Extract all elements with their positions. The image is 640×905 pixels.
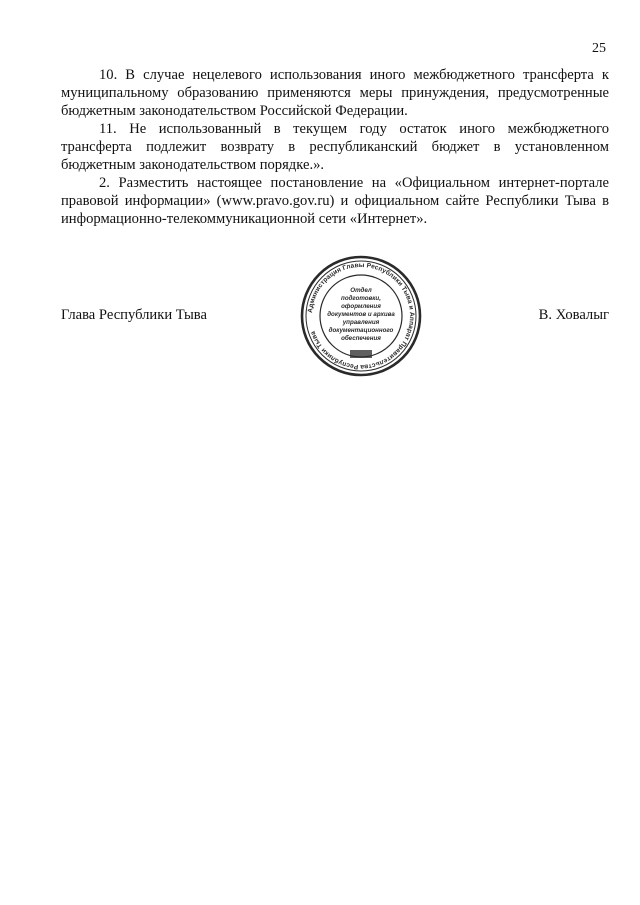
seal-line-7: обеспечения [341, 335, 381, 342]
seal-line-3: оформления [341, 303, 381, 310]
paragraph-10: 10. В случае нецелевого использования иного межбюджетного трансферта к муниципальному образованию применяются меры принуждения, предусмотренные бюджетным законодательством Российской Федерации. [61, 67, 609, 119]
seal-ring-text: Администрация Главы Республики Тыва и Аппарат Правительства Республики Тыва [307, 261, 416, 371]
paragraph-2: 2. Разместить настоящее постановление на «Официальном интернет-портале правовой информации» (www.pravo.gov.ru) и официальном сайте Республики Тыва в информационно-телекоммуникационной сети «Интернет». [61, 175, 609, 227]
document-body [61, 66, 609, 228]
seal-line-5: управления [342, 319, 380, 326]
official-seal-stamp [299, 254, 423, 378]
paragraph-11: 11. Не использованный в текущем году остаток иного межбюджетного трансферта подлежит возврату в республиканский бюджет в установленном бюджетным законодательством порядке.». [61, 121, 609, 173]
seal-line-2: подготовки, [341, 295, 381, 302]
seal-line-4: документов и архива [327, 311, 395, 318]
seal-line-1: Отдел [350, 287, 372, 294]
seal-center-text [327, 287, 395, 342]
signer-title: Глава Республики Тыва [61, 307, 207, 323]
signer-name: В. Ховалыг [538, 307, 609, 323]
seal-line-6: документационного [328, 327, 394, 334]
seal-emblem-mark [350, 350, 372, 358]
seal-graphic [299, 254, 423, 378]
page-number: 25 [592, 41, 606, 56]
